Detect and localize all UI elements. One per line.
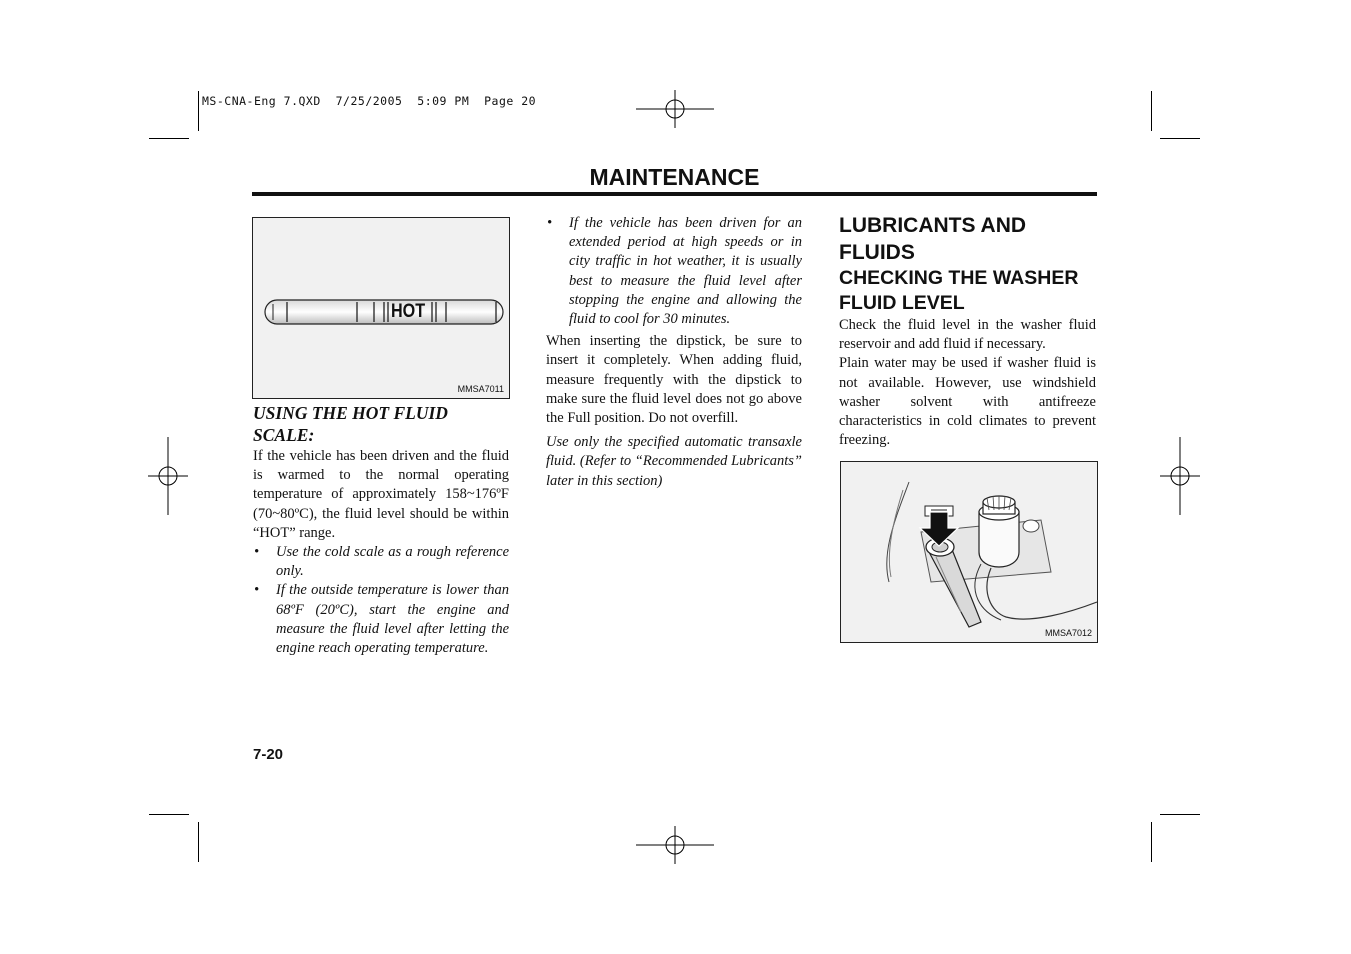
print-slug: MS-CNA-Eng 7.QXD 7/25/2005 5:09 PM Page 20	[202, 94, 537, 108]
left-column	[253, 402, 509, 658]
list-item-text: Use the cold scale as a rough reference only.	[276, 544, 509, 580]
middle-column	[546, 214, 802, 491]
list-item	[253, 581, 509, 658]
bullet-icon: •	[547, 215, 553, 231]
list-item-text: If the vehicle has been driven for an extended period at high speeds or in city traffic in hot weather, it is usually best to measure the fluid level after stopping the engine and allowing the fluid to cool for 30 minutes.	[569, 215, 802, 328]
dipstick-figure	[252, 217, 510, 399]
list-item	[253, 543, 509, 581]
subsection-title: USING THE HOT FLUID SCALE:	[253, 403, 448, 445]
section-title: MAINTENANCE	[589, 164, 760, 190]
crop-mark	[1151, 91, 1152, 131]
registration-mark-icon	[148, 437, 188, 515]
crop-mark	[149, 814, 189, 815]
fluid-note: Use only the specified automatic transaxle fluid. (Refer to “Recommended Lubricants” later in this section)	[546, 434, 802, 489]
crop-mark	[1151, 822, 1152, 862]
bullet-list	[546, 214, 802, 329]
dipstick-icon	[253, 218, 509, 398]
page-number: 7-20	[253, 746, 284, 763]
subsection-heading: CHECKING THE WASHER FLUID LEVEL	[839, 267, 1079, 314]
section-heading: LUBRICANTS AND FLUIDS	[839, 214, 1027, 264]
bullet-icon: •	[254, 582, 260, 599]
figure-code: MMSA7011	[457, 384, 504, 394]
body-paragraph: Plain water may be used if washer fluid is not available. However, use windshield washer solvent with antifreeze characteristics in cold climates to prevent freezing.	[839, 355, 1096, 449]
crop-mark	[1160, 814, 1200, 815]
right-column	[839, 212, 1096, 450]
crop-mark	[198, 91, 199, 131]
crop-mark	[149, 138, 189, 139]
registration-mark-icon	[636, 826, 714, 864]
body-paragraph: When inserting the dipstick, be sure to insert it completely. When adding fluid, measure frequently with the dipstick to make sure the fluid level does not go above the Full position. Do not overfill.	[546, 333, 802, 427]
header-rule	[252, 192, 1097, 196]
body-paragraph: If the vehicle has been driven and the fluid is warmed to the normal operating temperature of approximately 158~176ºF (70~80ºC), the fluid level should be within “HOT” range.	[253, 448, 509, 541]
list-item	[546, 214, 802, 329]
hot-range-label: HOT	[391, 301, 426, 322]
washer-reservoir-icon	[841, 462, 1097, 642]
crop-mark	[198, 822, 199, 862]
registration-mark-icon	[1160, 437, 1200, 515]
figure-code: MMSA7012	[1044, 628, 1092, 638]
bullet-icon: •	[254, 544, 260, 561]
registration-mark-icon	[636, 90, 714, 128]
list-item-text: If the outside temperature is lower than 68ºF (20ºC), start the engine and measure the fluid level after letting the engine reach operating temperature.	[276, 582, 509, 657]
bullet-list	[253, 543, 509, 658]
washer-reservoir-figure	[840, 461, 1098, 643]
body-paragraph: Check the fluid level in the washer fluid reservoir and add fluid if necessary.	[839, 317, 1096, 353]
crop-mark	[1160, 138, 1200, 139]
